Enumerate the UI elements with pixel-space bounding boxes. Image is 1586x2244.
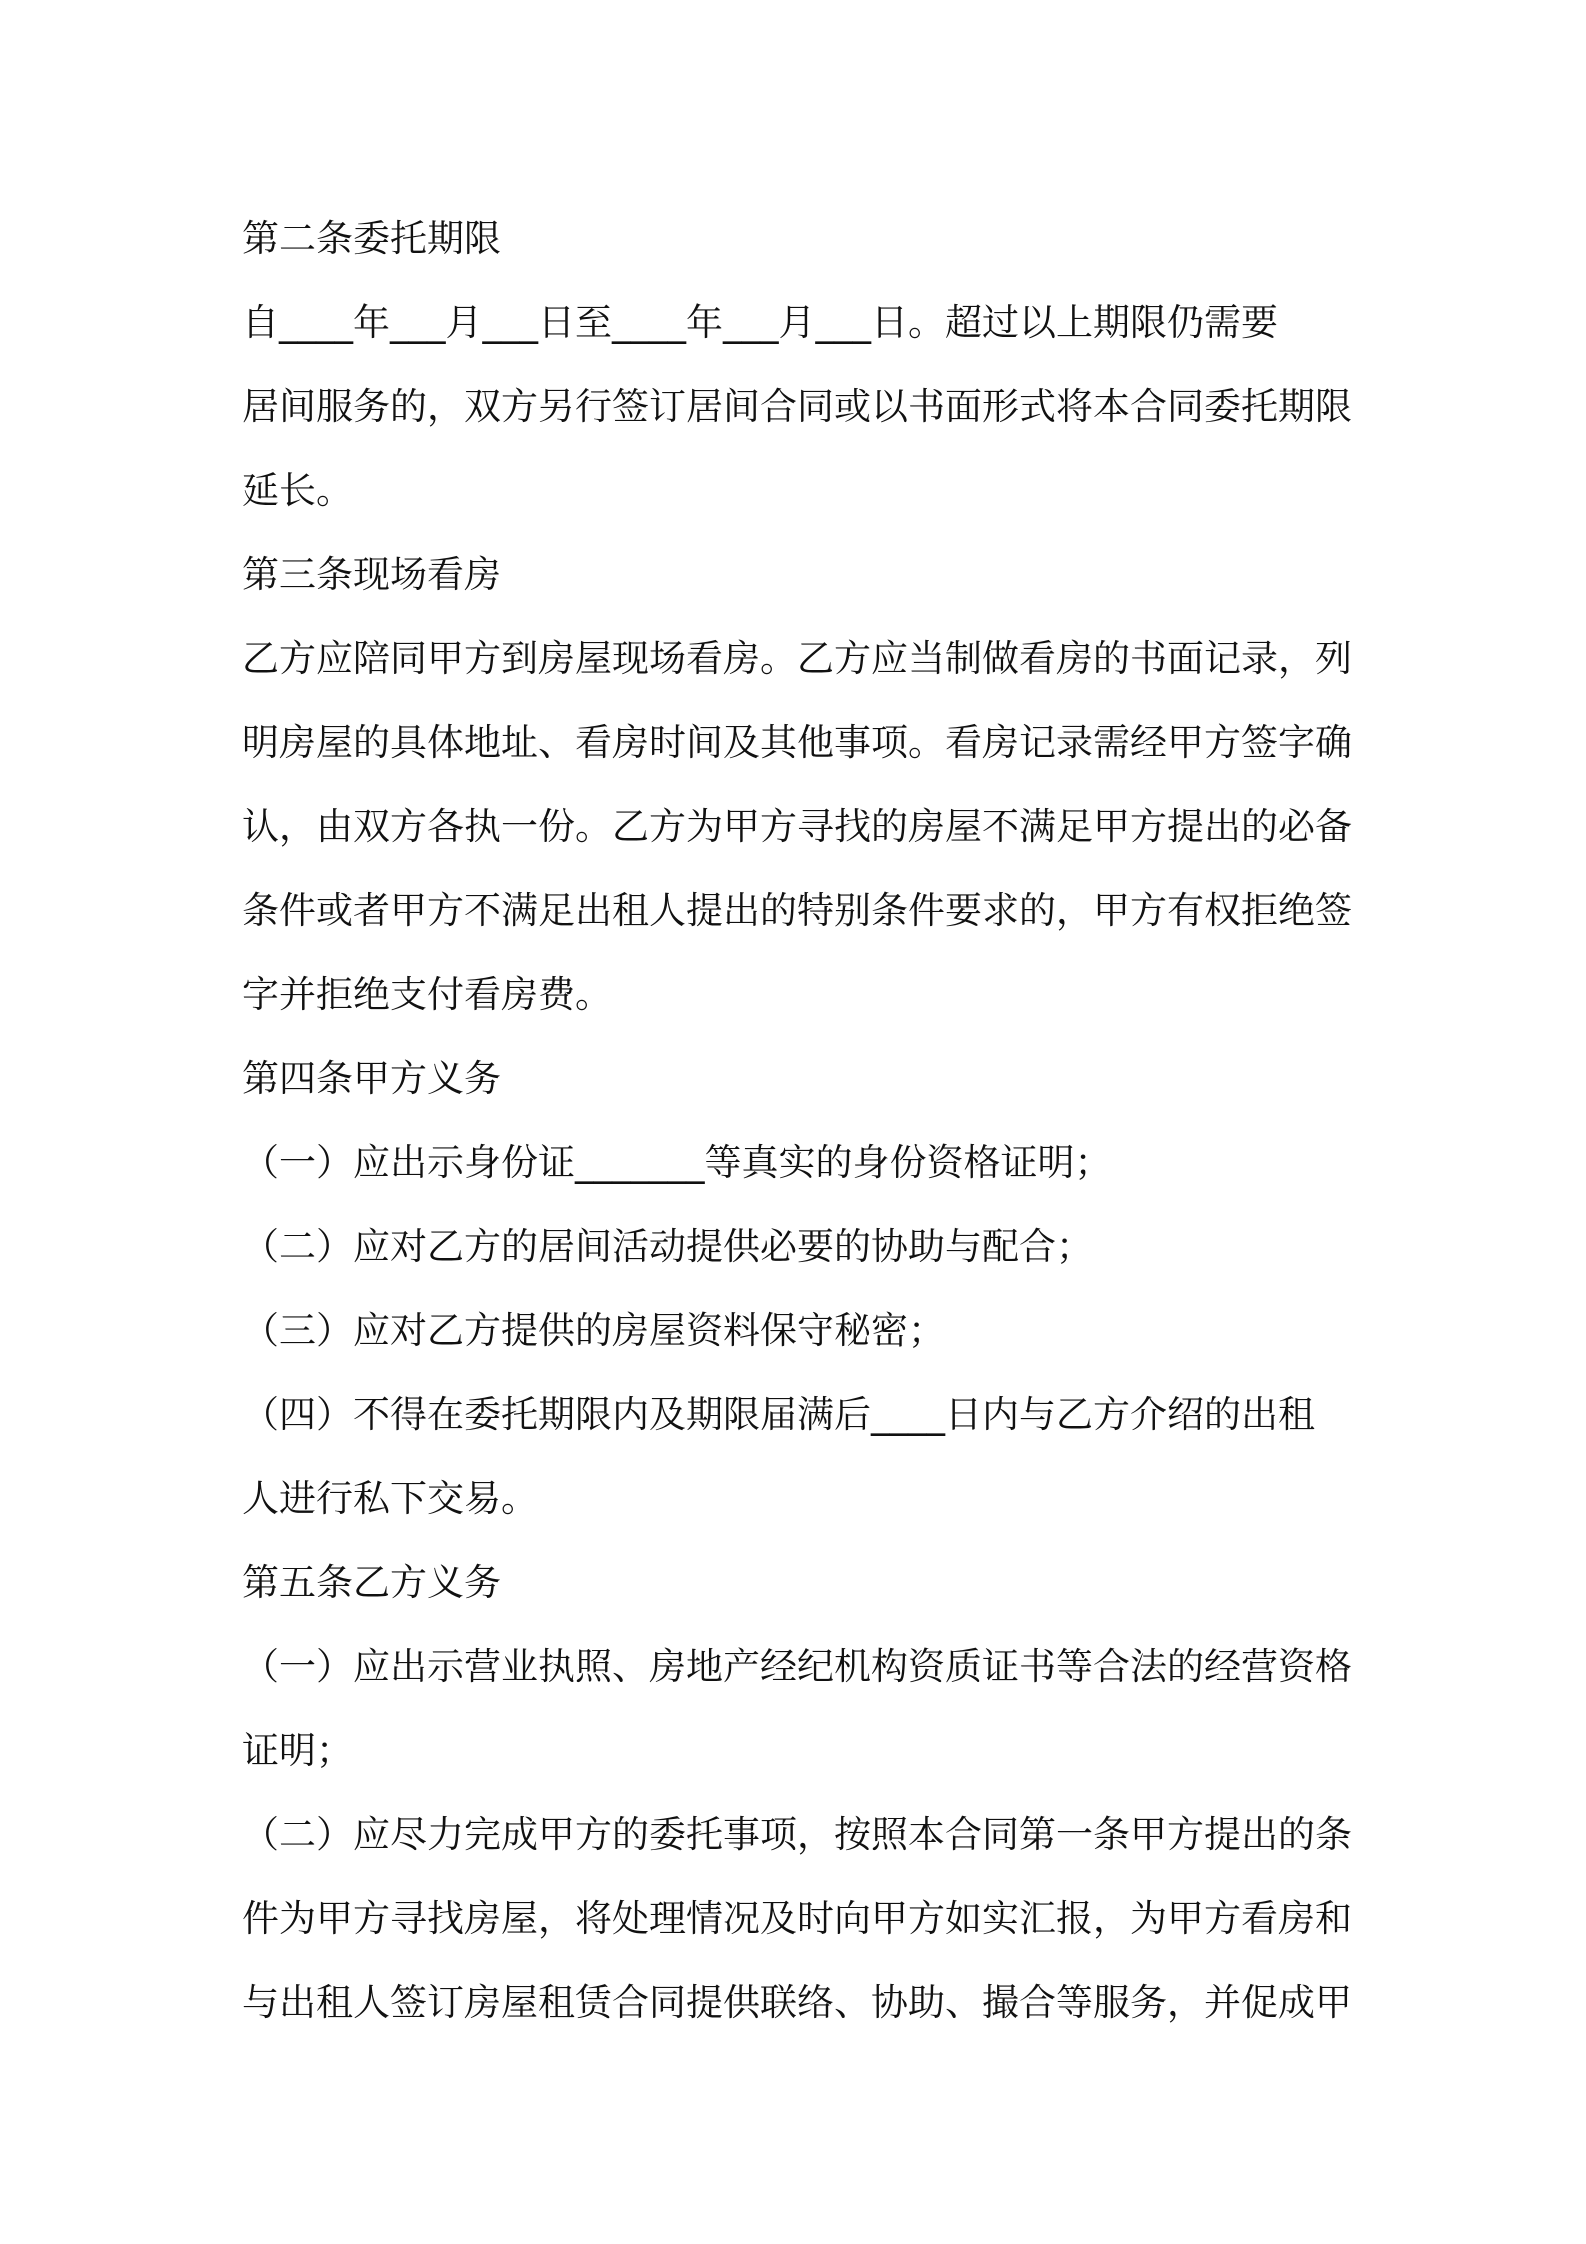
list-item: （四）不得在委托期限内及期限届满后____日内与乙方介绍的出租 <box>242 1393 1315 1436</box>
paragraph-line: 人进行私下交易。 <box>242 1477 538 1520</box>
paragraph-line: 居间服务的，双方另行签订居间合同或以书面形式将本合同委托期限 <box>242 385 1352 428</box>
paragraph-line: 字并拒绝支付看房费。 <box>242 973 612 1016</box>
article-4-heading: 第四条甲方义务 <box>242 1057 501 1100</box>
list-item: （一）应出示身份证_______等真实的身份资格证明； <box>242 1141 1112 1184</box>
article-2-heading: 第二条委托期限 <box>242 217 501 260</box>
paragraph-line: 与出租人签订房屋租赁合同提供联络、协助、撮合等服务，并促成甲 <box>242 1981 1352 2024</box>
list-item: （三）应对乙方提供的房屋资料保守秘密； <box>242 1309 945 1352</box>
list-item: （二）应对乙方的居间活动提供必要的协助与配合； <box>242 1225 1093 1268</box>
paragraph-line: 延长。 <box>242 469 353 512</box>
article-5-heading: 第五条乙方义务 <box>242 1561 501 1604</box>
paragraph-line: 认，由双方各执一份。乙方为甲方寻找的房屋不满足甲方提出的必备 <box>242 805 1352 848</box>
list-item: （二）应尽力完成甲方的委托事项，按照本合同第一条甲方提出的条 <box>242 1813 1352 1856</box>
document-body <box>242 197 1357 2045</box>
paragraph-line: 条件或者甲方不满足出租人提出的特别条件要求的，甲方有权拒绝签 <box>242 889 1352 932</box>
paragraph-line: 证明； <box>242 1729 353 1772</box>
paragraph-line: 件为甲方寻找房屋，将处理情况及时向甲方如实汇报，为甲方看房和 <box>242 1897 1352 1940</box>
paragraph-line: 乙方应陪同甲方到房屋现场看房。乙方应当制做看房的书面记录，列 <box>242 637 1352 680</box>
paragraph-line: 自____年___月___日至____年___月___日。超过以上期限仍需要 <box>242 301 1278 344</box>
list-item: （一）应出示营业执照、房地产经纪机构资质证书等合法的经营资格 <box>242 1645 1352 1688</box>
paragraph-line: 明房屋的具体地址、看房时间及其他事项。看房记录需经甲方签字确 <box>242 721 1352 764</box>
article-3-heading: 第三条现场看房 <box>242 553 501 596</box>
